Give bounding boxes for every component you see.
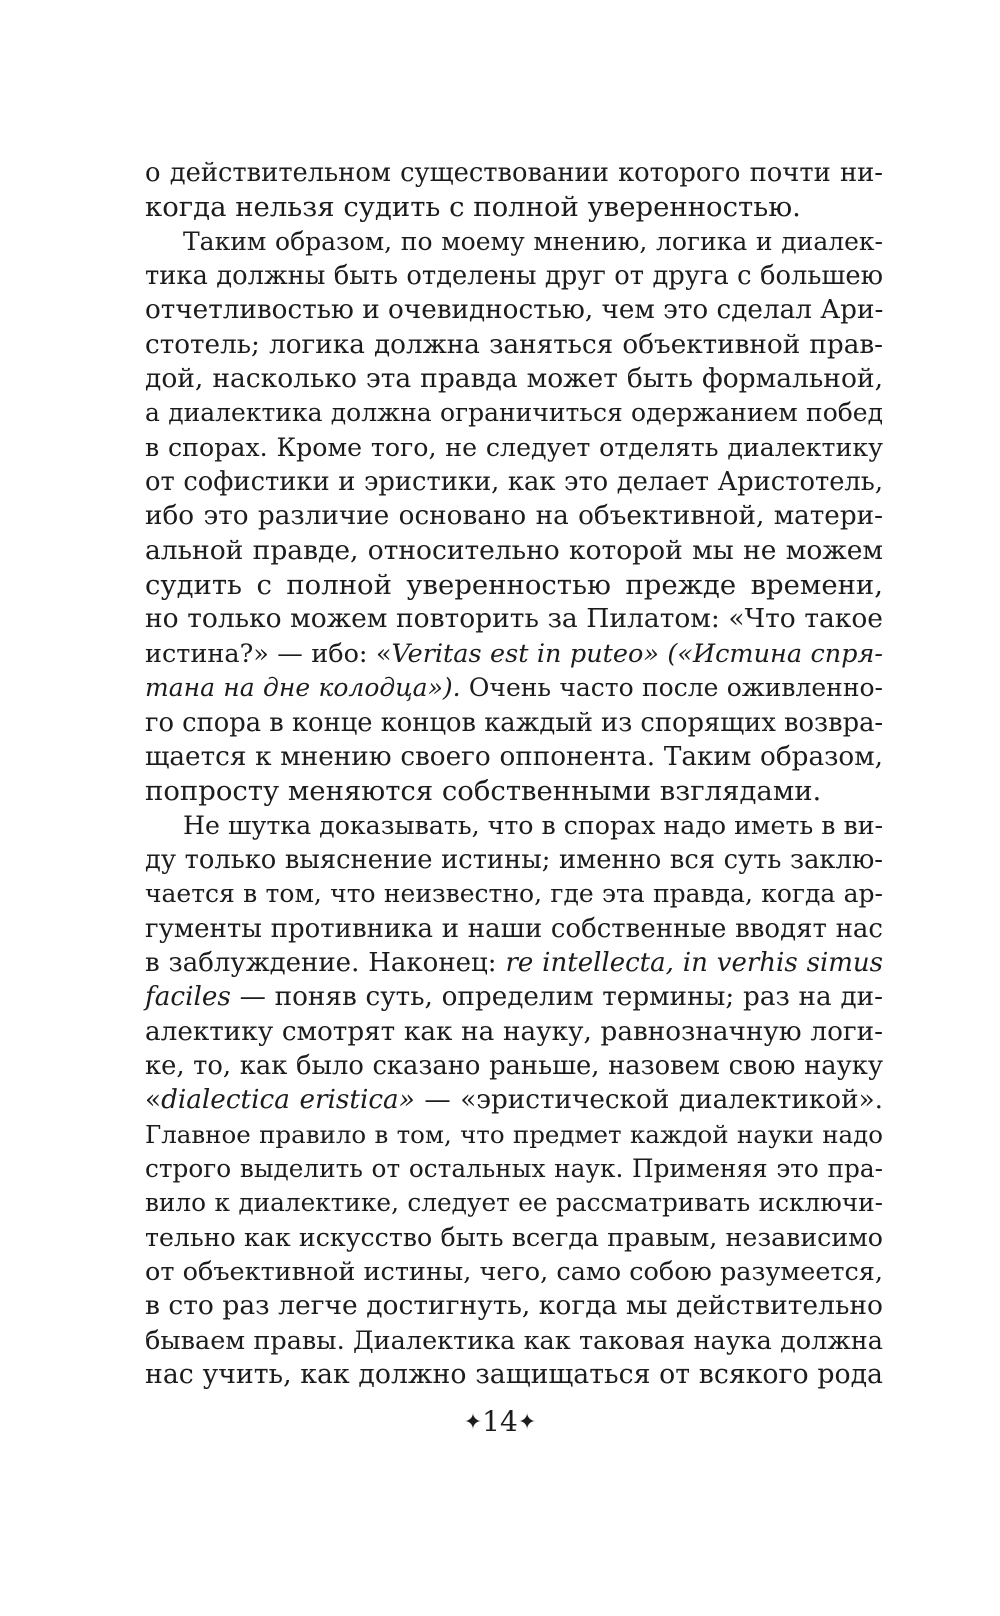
text-segment: го спора в конце концов каждый из спорящих возвра-	[145, 707, 884, 738]
text-segment: Главное правило в том, что предмет каждой науки надо	[145, 1119, 883, 1149]
text-line	[145, 1015, 883, 1049]
text-line	[145, 362, 883, 396]
text-line	[145, 809, 883, 843]
text-line	[145, 637, 883, 671]
text-segment: но только можем повторить за Пилатом: «Что такое	[145, 603, 883, 635]
text-line	[145, 1358, 883, 1392]
text-line	[145, 1049, 883, 1083]
text-line	[145, 1118, 883, 1152]
text-line	[145, 431, 883, 465]
text-segment: от софистики и эристики, как это делает Аристотель,	[145, 467, 883, 498]
text-line	[145, 259, 883, 293]
text-segment: отчетливостью и очевидностью, чем это сделал Ари-	[145, 295, 884, 326]
italic-text: re intellecta, in verhis simus	[505, 947, 883, 978]
text-line	[145, 156, 883, 190]
text-segment: — «эристической диалектикой».	[414, 1085, 883, 1116]
text-segment: в сто раз легче достигнуть, когда мы действительно	[145, 1290, 883, 1322]
text-line	[145, 602, 883, 636]
text-segment: тельно как искусство быть всегда правым, независимо	[145, 1222, 883, 1252]
text-line	[145, 1083, 883, 1117]
text-line	[145, 1324, 883, 1358]
text-line	[145, 396, 883, 430]
text-line	[145, 499, 883, 533]
text-line	[145, 465, 883, 499]
text-line	[145, 671, 883, 705]
text-line	[145, 843, 883, 877]
text-line	[145, 980, 883, 1014]
italic-text: тана на дне колодца»).	[145, 673, 461, 703]
text-segment: стотель; логика должна заняться объективной прав-	[145, 329, 883, 360]
text-line	[145, 190, 883, 224]
text-segment: когда нельзя судить с полной уверенностью.	[145, 191, 801, 224]
text-segment: гументы противника и наши собственные вводят нас	[145, 913, 883, 944]
text-segment: щается к мнению своего оппонента. Таким образом,	[145, 741, 883, 772]
text-line	[145, 225, 883, 259]
text-segment: дой, насколько эта правда может быть формальной,	[145, 363, 883, 395]
text-segment: Очень часто после оживленно-	[460, 673, 883, 703]
text-segment: вило к диалектике, следует ее рассматривать исключи-	[145, 1188, 883, 1218]
page-number-value: 14	[482, 1405, 518, 1438]
text-line	[145, 706, 883, 740]
text-segment: от объективной истины, чего, само собою разумеется,	[145, 1257, 883, 1287]
body-text	[145, 156, 883, 1392]
text-segment: в спорах. Кроме того, не следует отделять диалектику	[145, 432, 883, 462]
text-segment: нас учить, как должно защищаться от всякого рода	[145, 1359, 883, 1391]
page-number	[0, 1405, 1000, 1442]
italic-text: dialectica eristica»	[161, 1085, 415, 1116]
text-line	[145, 1152, 883, 1186]
left-ornament-icon: ✦	[463, 1410, 483, 1435]
text-segment: чается в том, что неизвестно, где эта правда, когда ар-	[145, 879, 883, 909]
text-segment: — поняв суть, определим термины; раз на ди-	[230, 982, 883, 1013]
text-segment: альной правде, относительно которой мы не можем	[145, 534, 883, 566]
text-line	[145, 877, 883, 911]
text-segment: о действительном существовании которого почти ни-	[145, 158, 883, 188]
text-line	[145, 912, 883, 946]
text-segment: а диалектика должна ограничиться одержанием побед	[145, 398, 883, 428]
text-segment: ду только выяснение истины; именно вся суть заклю-	[145, 844, 883, 875]
text-segment: строго выделить от остальных наук. Применяя это пра-	[145, 1153, 883, 1183]
text-line	[145, 534, 883, 568]
text-line	[145, 1289, 883, 1323]
text-segment: ибо это различие основано на объективной, матери-	[145, 501, 883, 532]
text-segment: «	[145, 1085, 162, 1116]
text-segment: Таким образом, по моему мнению, логика и диалек-	[183, 226, 883, 256]
text-segment: Не шутка доказывать, что в спорах надо иметь в ви-	[183, 810, 884, 840]
text-line	[145, 946, 883, 980]
italic-text: Veritas est in puteo» («Истина спря-	[391, 638, 883, 669]
text-segment: попросту меняются собственными взглядами.	[145, 775, 822, 808]
text-line	[145, 774, 883, 808]
text-segment: бываем правы. Диалектика как таковая наука должна	[145, 1325, 883, 1356]
text-line	[145, 1221, 883, 1255]
italic-text: faciles	[145, 982, 231, 1013]
text-segment: алектику смотрят как на науку, равнозначную логи-	[145, 1016, 883, 1047]
text-segment: ке, то, как было сказано раньше, назовем свою науку	[145, 1050, 883, 1081]
text-line	[145, 328, 883, 362]
text-segment: истина?» — ибо: «	[145, 638, 392, 669]
text-segment: тика должны быть отделены друг от друга с большею	[145, 261, 883, 292]
text-segment: в заблуждение. Наконец:	[145, 947, 506, 978]
right-ornament-icon: ✦	[517, 1410, 537, 1435]
text-line	[145, 1186, 883, 1220]
text-segment: судить с полной уверенностью прежде времени,	[145, 569, 883, 602]
text-line	[145, 568, 883, 602]
text-line	[145, 740, 883, 774]
text-line	[145, 293, 883, 327]
text-line	[145, 1255, 883, 1289]
